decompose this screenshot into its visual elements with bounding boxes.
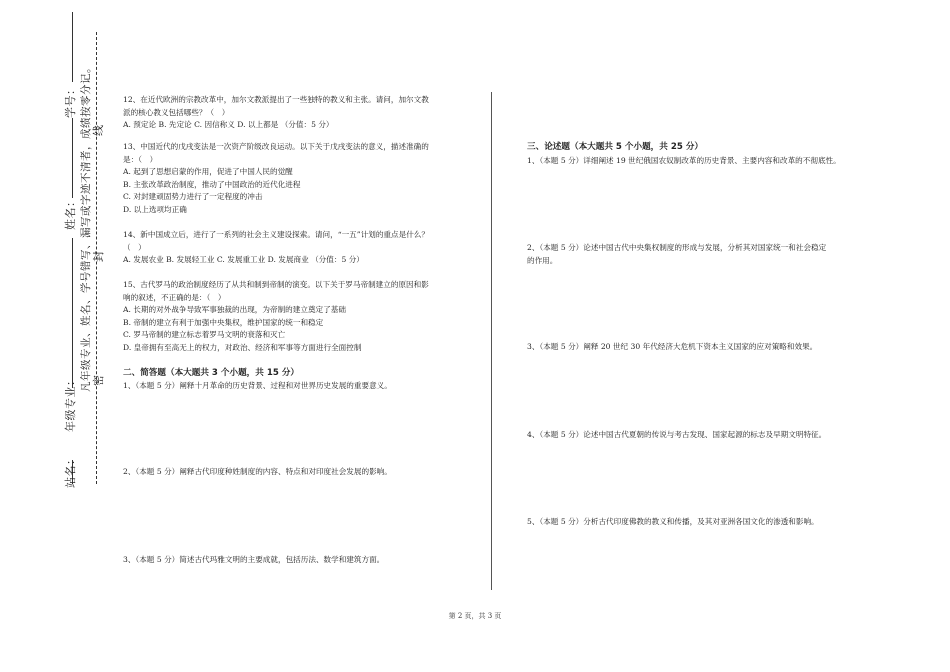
question-option: A. 长期的对外战争导致军事独裁的出现，为帝制的建立奠定了基础 [123,305,346,315]
question-option: D. 以上选项均正确 [123,204,187,214]
short-answer-title: 二、简答题（本大题共 3 个小题，共 15 分） [123,368,300,378]
question-15 [123,279,483,355]
seal-char-feng: 封 [92,250,105,262]
school-label: 站名： [64,453,77,488]
page-number: 第 2 页，共 3 页 [448,612,502,620]
seal-char-xian: 线 [92,124,105,136]
question-stem: 15、古代罗马的政治制度经历了从共和制到帝制的演变。以下关于罗马帝制建立的原因和影 [123,280,429,289]
question-option: A. 发展农业 B. 发展轻工业 C. 发展重工业 D. 发展商业 （分值：5 分） [123,255,364,265]
name-label: 姓名： [64,195,77,230]
essay-item-4 [527,429,867,442]
essay-line: 2、（本题 5 分）论述中国古代中央集权制度的形成与发展，分析其对国家统一和社会稳定 [527,243,827,252]
question-option: D. 皇帝拥有至高无上的权力，对政治、经济和军事等方面进行全面控制 [123,342,362,352]
question-stem: 派的核心教义包括哪些？（ ） [123,107,230,117]
question-stem: 响的叙述，不正确的是：（ ） [123,292,226,302]
student-id-label: 学号： [64,83,77,118]
question-option: B. 主张改革政治制度，推动了中国政治的近代化进程 [123,179,301,189]
column-divider [491,92,492,590]
question-option: C. 对封建顽固势力进行了一定程度的冲击 [123,192,263,202]
essay-line: 4、（本题 5 分）论述中国古代夏朝的传说与考古发现、国家起源的标志及早期文明特征。 [527,430,827,439]
student-id-line [72,12,73,82]
question-12 [123,94,483,132]
question-stem: 是：（ ） [123,154,158,164]
short-answer-item-2: 2、（本题 5 分）阐释古代印度种姓制度的内容、特点和对印度社会发展的影响。 [123,467,392,476]
grade-major-line [72,238,73,388]
question-13 [123,141,483,217]
seal-dashed-line [96,32,97,484]
question-option: B. 帝制的建立有利于加强中央集权，维护国家的统一和稳定 [123,317,324,327]
essay-title: 三、论述题（本大题共 5 个小题，共 25 分） [527,142,704,152]
essay-line: 3、（本题 5 分）阐释 20 世纪 30 年代经济大危机下资本主义国家的应对策略和效果。 [527,342,818,351]
short-answer-item-1: 1、（本题 5 分）阐释十月革命的历史背景、过程和对世界历史发展的重要意义。 [123,381,392,390]
question-stem: （ ） [123,242,146,252]
essay-line: 1、（本题 5 分）详细阐述 19 世纪俄国农奴制改革的历史背景、主要内容和改革的不彻底性。 [527,156,841,165]
question-stem: 12、在近代欧洲的宗教改革中，加尔文教派提出了一些独特的教义和主张。请问，加尔文教 [123,95,429,104]
short-answer-item-3: 3、（本题 5 分）简述古代玛雅文明的主要成就，包括历法、数学和建筑方面。 [123,555,385,564]
essay-item-5 [527,516,867,529]
essay-line: 5、（本题 5 分）分析古代印度佛教的教义和传播，及其对亚洲各国文化的渗透和影响。 [527,517,819,526]
question-option: A. 起到了思想启蒙的作用，促进了中国人民的觉醒 [123,167,293,177]
essay-item-3 [527,341,867,354]
binding-warning: 凡年级专业、姓名、学号错写、漏写或字迹不清者，成绩按零分记。 [80,62,92,392]
essay-item-1 [527,155,867,168]
question-option: C. 罗马帝制的建立标志着罗马文明的衰落和灭亡 [123,330,286,340]
essay-item-2 [527,242,867,267]
binding-margin [0,0,118,672]
question-stem: 13、中国近代的戊戌变法是一次资产阶级改良运动。以下关于戊戌变法的意义，描述准确的 [123,142,429,151]
name-line [72,118,73,198]
question-stem: 14、新中国成立后，进行了一系列的社会主义建设探索。请问，“一五”计划的重点是什么？ [123,230,429,239]
essay-line: 的作用。 [527,255,558,265]
grade-major-label: 年级专业： [64,374,77,432]
seal-char-mi: 密 [92,374,105,386]
question-14 [123,229,483,267]
question-option: A. 预定论 B. 先定论 C. 因信称义 D. 以上都是 （分值：5 分） [123,120,334,130]
